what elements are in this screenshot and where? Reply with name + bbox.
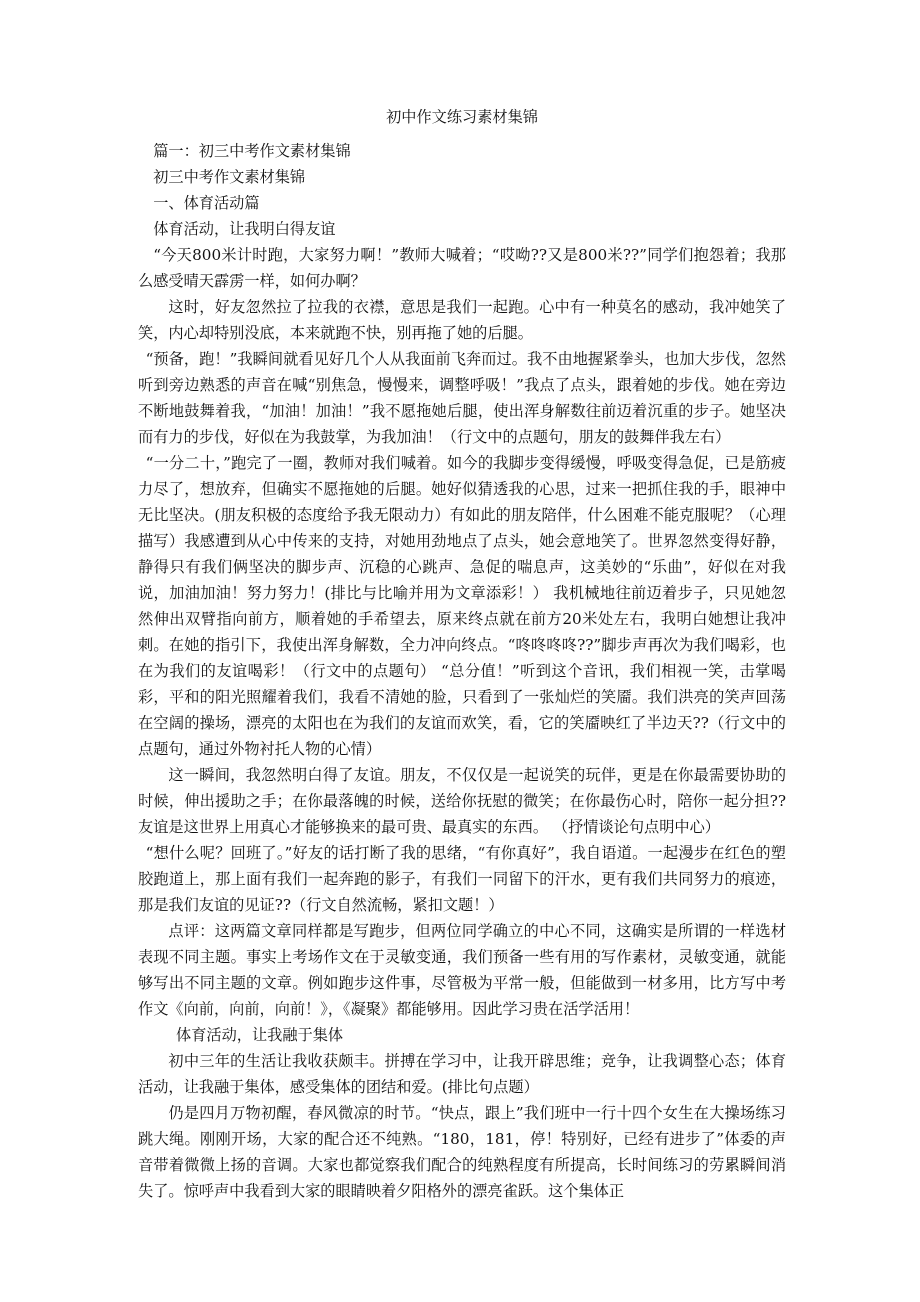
document-title: 初中作文练习素材集锦 <box>386 108 538 126</box>
paragraph: “预备，跑！”我瞬间就看见好几个人从我面前飞奔而过。我不由地握紧拳头，也加大步伐，忽然听到旁边熟悉的声音在喊“别焦急，慢慢来，调整呼吸！”我点了点头，跟着她的步伐。她在旁边不断地鼓舞着我，“加油！加油！”我不愿拖她后腿，使出浑身解数往前迈着沉重的步子。她坚决而有力的步伐，好似在为我鼓掌，为我加油！（行文中的点题句，朋友的鼓舞伴我左右） <box>138 350 786 446</box>
paragraph: 这时，好友忽然拉了拉我的衣襟，意思是我们一起跑。心中有一种莫名的感动，我冲她笑了笑，内心却特别没底，本来就跑不快，别再拖了她的后腿。 <box>138 298 786 342</box>
category-heading: 一、体育活动篇 <box>153 194 260 212</box>
paragraph: 初中三年的生活让我收获颇丰。拼搏在学习中，让我开辟思维；竞争，让我调整心态；体育活动，让我融于集体，感受集体的团结和爱。(排比句点题） <box>138 1052 786 1096</box>
document-page <box>138 104 786 1204</box>
paragraph: 这一瞬间，我忽然明白得了友谊。朋友，不仅仅是一起说笑的玩伴，更是在你最需要协助的时候，伸出援助之手；在你最落魄的时候，送给你抚慰的微笑；在你最伤心时，陪你一起分担??友谊是这世界上用真心才能够换来的最可贵、最真实的东西。 （抒情谈论句点明中心） <box>138 766 786 836</box>
paragraph: “想什么呢？回班了。”好友的话打断了我的思绪，“有你真好”，我自语道。一起漫步在红色的塑胶跑道上，那上面有我们一起奔跑的影子，有我们一同留下的汗水，更有我们共同努力的痕迹，那是我们友谊的见证??（行文自然流畅，紧扣文题！） <box>138 844 786 914</box>
paragraph: “今天800米计时跑，大家努力啊！”教师大喊着；“哎呦??又是800米??”同学们抱怨着；我那么感受晴天霹雳一样，如何办啊？ <box>138 246 786 290</box>
paragraph: 仍是四月万物初醒，春风微凉的时节。“快点，跟上”我们班中一行十四个女生在大操场练习跳大绳。刚刚开场，大家的配合还不纯熟。“180，181，停！特别好，已经有进步了”体委的声音带着微微上扬的音调。大家也都觉察我们配合的纯熟程度有所提高，长时间练习的劳累瞬间消失了。惊呼声中我看到大家的眼睛映着夕阳格外的漂亮雀跃。这个集体正 <box>138 1104 786 1200</box>
subheading: 初三中考作文素材集锦 <box>153 168 306 186</box>
essay-title: 体育活动，让我明白得友谊 <box>153 220 336 238</box>
essay-title: 体育活动，让我融于集体 <box>176 1026 344 1044</box>
paragraph: “一分二十，”跑完了一圈，教师对我们喊着。如今的我脚步变得缓慢，呼吸变得急促，已是筋疲力尽了，想放弃，但确实不愿拖她的后腿。她好似猜透我的心思，过来一把抓住我的手，眼神中无比坚决。(朋友积极的态度给予我无限动力）有如此的朋友陪伴，什么困难不能克服呢？（心理描写）我感遭到从心中传来的支持，对她用劲地点了点头，她会意地笑了。世界忽然变得好静，静得只有我们俩坚决的脚步声、沉稳的心跳声、急促的喘息声，这美妙的“乐曲”，好似在对我说，加油加油！努力努力！(排比与比喻并用为文章添彩！） 我机械地往前迈着步子，只见她忽然伸出双臂指向前方，顺着她的手希望去，原来终点就在前方20米处左右，我明白她想让我冲刺。在她的指引下，我使出浑身解数，全力冲向终点。“咚咚咚咚??”脚步声再次为我们喝彩，也在为我们的友谊喝彩！（行文中的点题句） “总分值！”听到这个音讯，我们相视一笑，击掌喝彩，平和的阳光照耀着我们，我看不清她的脸，只看到了一张灿烂的笑靥。我们洪亮的笑声回荡在空阔的操场，漂亮的太阳也在为我们的友谊而欢笑，看，它的笑靥映红了半边天??（行文中的点题句，通过外物衬托人物的心情） <box>138 454 786 758</box>
section-heading: 篇一：初三中考作文素材集锦 <box>153 142 351 160</box>
review-paragraph: 点评：这两篇文章同样都是写跑步，但两位同学确立的中心不同，这确实是所谓的一样选材表现不同主题。事实上考场作文在于灵敏变通，我们预备一些有用的写作素材，灵敏变通，就能够写出不同主题的文章。例如跑步这件事，尽管极为平常一般，但能做到一材多用，比方写中考作文《向前，向前，向前！》，《凝聚》都能够用。因此学习贵在活学活用！ <box>138 922 786 1018</box>
